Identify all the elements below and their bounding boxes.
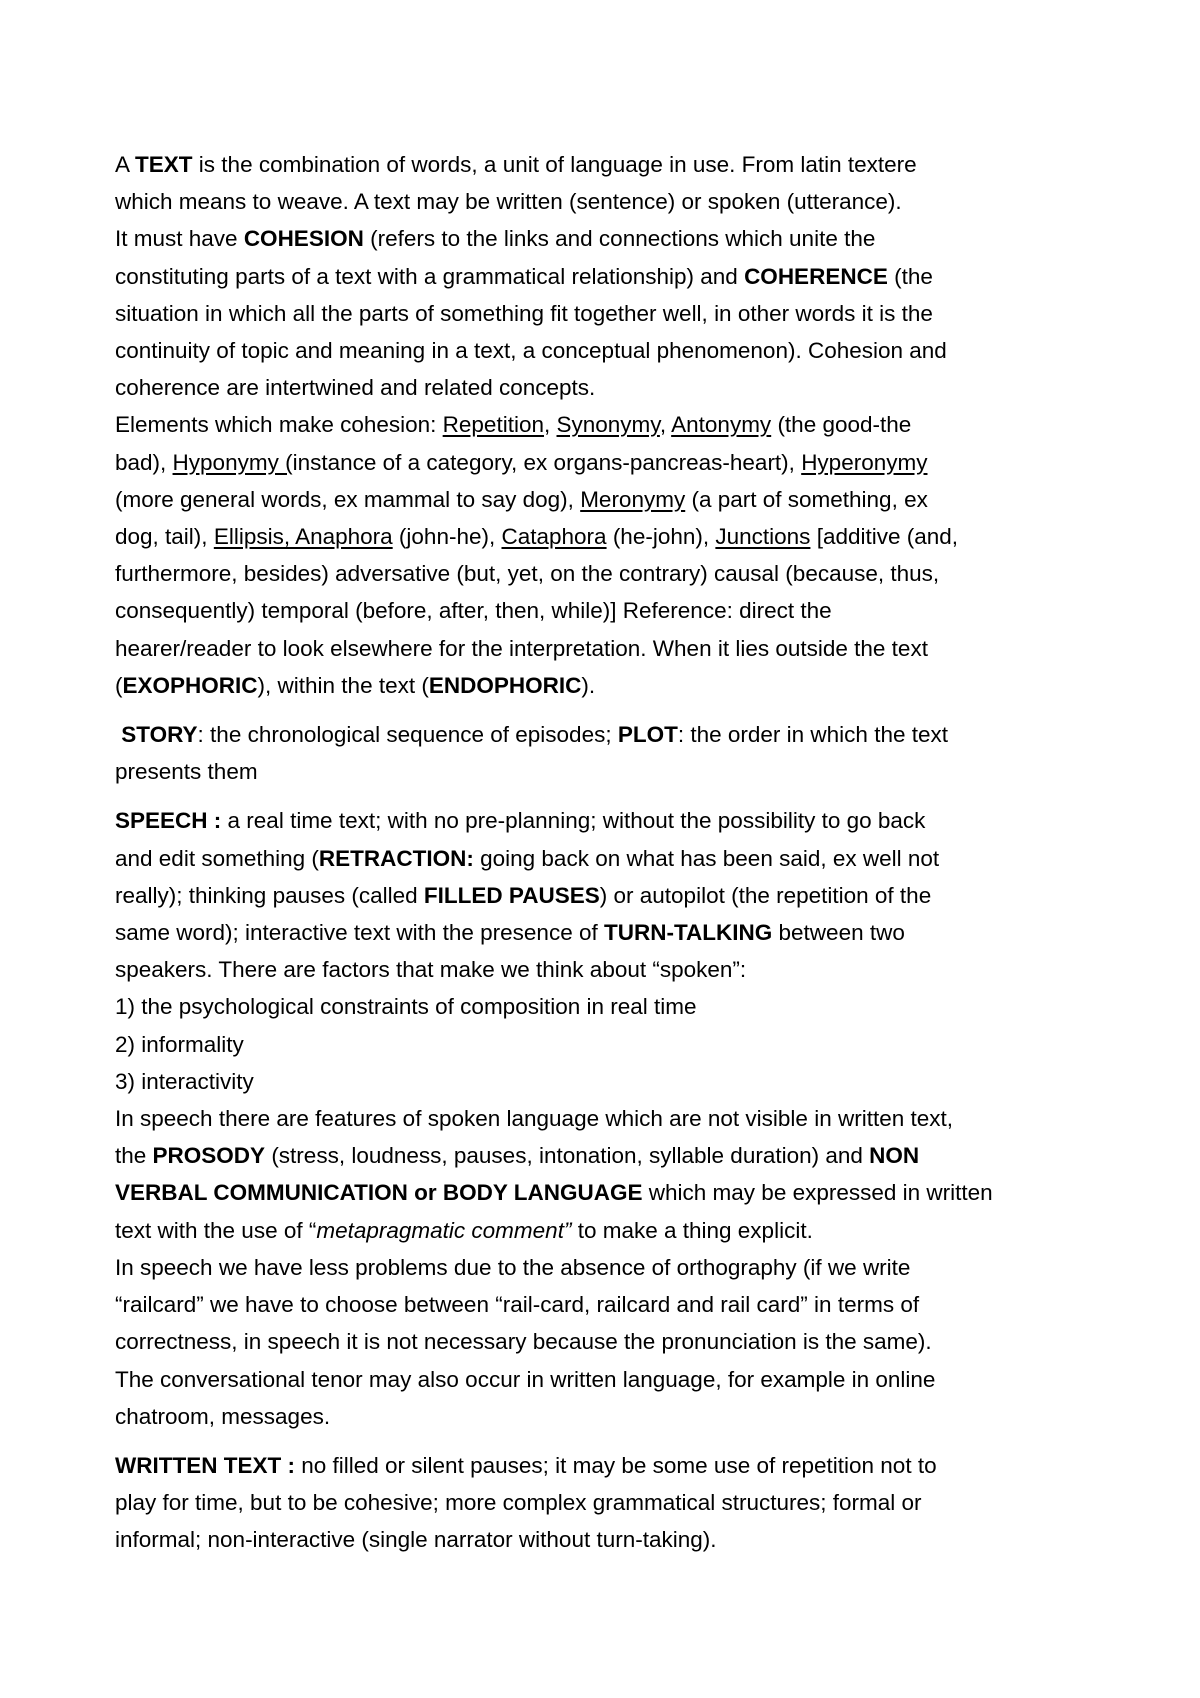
text-line [115,630,1115,667]
bold-term: RETRACTION: [318,845,474,871]
bold-term: SPEECH : [115,808,222,834]
paragraph-story-plot [115,716,1115,790]
text-run: (stress, loudness, pauses, intonation, syllable duration) and [265,1143,870,1169]
text-line [115,1521,1115,1558]
underlined-term: Synonymy [556,412,660,438]
text-run: consequently) temporal (before, after, then, while)] Reference: direct the [115,598,832,624]
underlined-term: Repetition [442,412,544,438]
text-line [115,716,1115,753]
text-line [115,332,1115,369]
underlined-term: Cataphora [501,524,607,550]
text-run: hearer/reader to look elsewhere for the interpretation. When it lies outside the text [115,635,928,661]
text-run: coherence are intertwined and related concepts. [115,375,596,401]
bold-term: COHERENCE [744,263,888,289]
text-run: (he-john), [606,524,716,550]
text-run: really); thinking pauses (called [115,882,424,908]
underlined-term: Junctions [715,524,811,550]
text-line [115,1174,1115,1211]
text-run: 3) interactivity [115,1068,254,1094]
text-run: text with the use of “ [115,1217,317,1243]
text-run: ( [115,672,123,698]
underlined-term: Ellipsis, Anaphora [213,524,393,550]
text-run: constituting parts of a text with a grammatical relationship) and [115,263,745,289]
text-line [115,1249,1115,1286]
text-run: to make a thing explicit. [571,1217,813,1243]
text-line [115,592,1115,629]
text-run: correctness, in speech it is not necessary because the pronunciation is the same). [115,1329,932,1355]
text-run: and edit something ( [115,845,319,871]
text-run: dog, tail), [115,524,214,550]
text-line [115,518,1115,555]
text-line [115,988,1115,1025]
text-run: the [115,1143,153,1169]
bold-term: NON [869,1143,920,1169]
text-run: : the chronological sequence of episodes; [197,722,618,748]
text-run: : the order in which the text [677,722,948,748]
text-line [115,1484,1115,1521]
text-run: play for time, but to be cohesive; more complex grammatical structures; formal or [115,1490,922,1516]
text-line [115,258,1115,295]
text-run: ), within the text ( [257,672,429,698]
text-run: chatroom, messages. [115,1403,331,1429]
text-line [115,481,1115,518]
text-run: (the good-the [771,412,912,438]
text-line [115,1323,1115,1360]
text-run: [additive (and, [810,524,959,550]
text-run: same word); interactive text with the presence of [115,920,604,946]
text-line [115,840,1115,877]
bold-term: COHESION [243,226,364,252]
text-line [115,667,1115,704]
underlined-term: Meronymy [580,486,686,512]
text-run: Elements which make cohesion: [115,412,443,438]
text-line [115,753,1115,790]
bold-term: TEXT [135,152,193,177]
text-line [115,951,1115,988]
text-run: (a part of something, ex [685,486,928,512]
underlined-term: Antonymy [671,412,772,438]
text-line [115,369,1115,406]
text-run: situation in which all the parts of something fit together well, in other words it is the [115,300,933,326]
paragraph-written-text [115,1447,1115,1559]
text-run: “railcard” we have to choose between “rail-card, railcard and rail card” in terms of [115,1292,920,1318]
bold-term: PLOT [617,722,678,748]
text-run: speakers. There are factors that make we think about “spoken”: [115,957,747,983]
bold-term: EXOPHORIC [122,672,258,698]
text-line [115,1398,1115,1435]
text-run: (more general words, ex mammal to say dog), [115,486,581,512]
text-line [115,406,1115,443]
text-line [115,1063,1115,1100]
text-run: which means to weave. A text may be written (sentence) or spoken (utterance). [115,189,902,215]
text-run: no filled or silent pauses; it may be some use of repetition not to [294,1452,937,1478]
bold-term: FILLED PAUSES [423,882,600,908]
text-line [115,555,1115,592]
text-line [115,1212,1115,1249]
text-run: The conversational tenor may also occur in written language, for example in online [115,1366,936,1392]
text-run: ). [581,672,596,698]
text-run: is the combination of words, a unit of language in use. From latin textere [192,152,917,177]
text-run: A [115,152,136,177]
text-line [115,295,1115,332]
text-run: In speech we have less problems due to the absence of orthography (if we write [115,1254,911,1280]
text-run: presents them [115,759,258,785]
text-run: (refers to the links and connections which unite the [363,226,876,252]
text-line [115,1100,1115,1137]
text-line [115,146,1115,183]
text-line [115,1361,1115,1398]
bold-term: TURN-TALKING [603,920,773,946]
text-run: continuity of topic and meaning in a text, a conceptual phenomenon). Cohesion and [115,338,947,364]
text-line [115,444,1115,481]
bold-term: ENDOPHORIC [428,672,582,698]
bold-term: PROSODY [152,1143,266,1169]
text-run: instance of a category, ex organs-pancreas-heart), [292,449,802,475]
text-run: , [659,412,672,438]
underlined-term: Hyperonymy [801,449,928,475]
text-line [115,1026,1115,1063]
text-run: going back on what has been said, ex well not [473,845,940,871]
text-run: between two [772,920,905,946]
paragraph-spacer [115,790,1115,802]
bold-term: STORY [121,722,198,748]
text-line [115,183,1115,220]
text-run: , [543,412,557,438]
text-run: 2) informality [115,1031,244,1057]
document-body [115,146,1115,1559]
text-line [115,1447,1115,1484]
text-run: which may be expressed in written [642,1180,993,1206]
paragraph-spacer [115,704,1115,716]
text-run: ) or autopilot (the repetition of the [599,882,932,908]
text-line [115,1137,1115,1174]
text-run: 1) the psychological constraints of composition in real time [115,994,697,1020]
text-run: informal; non-interactive (single narrator without turn-taking). [115,1527,717,1553]
italic-term: metapragmatic comment” [316,1217,572,1243]
text-line [115,877,1115,914]
text-line [115,914,1115,951]
text-run: a real time text; with no pre-planning; without the possibility to go back [221,808,926,834]
text-run: In speech there are features of spoken language which are not visible in written text, [115,1106,953,1132]
text-run: bad), [115,449,173,475]
paragraph-text-definition [115,146,1115,704]
text-line [115,220,1115,257]
text-run: furthermore, besides) adversative (but, yet, on the contrary) causal (because, thus, [115,561,940,587]
text-run: (the [887,263,933,289]
underlined-term: Hyponymy ( [172,449,293,475]
bold-term: VERBAL COMMUNICATION or BODY LANGUAGE [115,1180,643,1206]
text-run: (john-he), [392,524,502,550]
text-line [115,802,1115,839]
text-run: It must have [115,226,244,252]
text-line [115,1286,1115,1323]
bold-term: WRITTEN TEXT : [115,1452,295,1478]
paragraph-speech [115,802,1115,1434]
paragraph-spacer [115,1435,1115,1447]
